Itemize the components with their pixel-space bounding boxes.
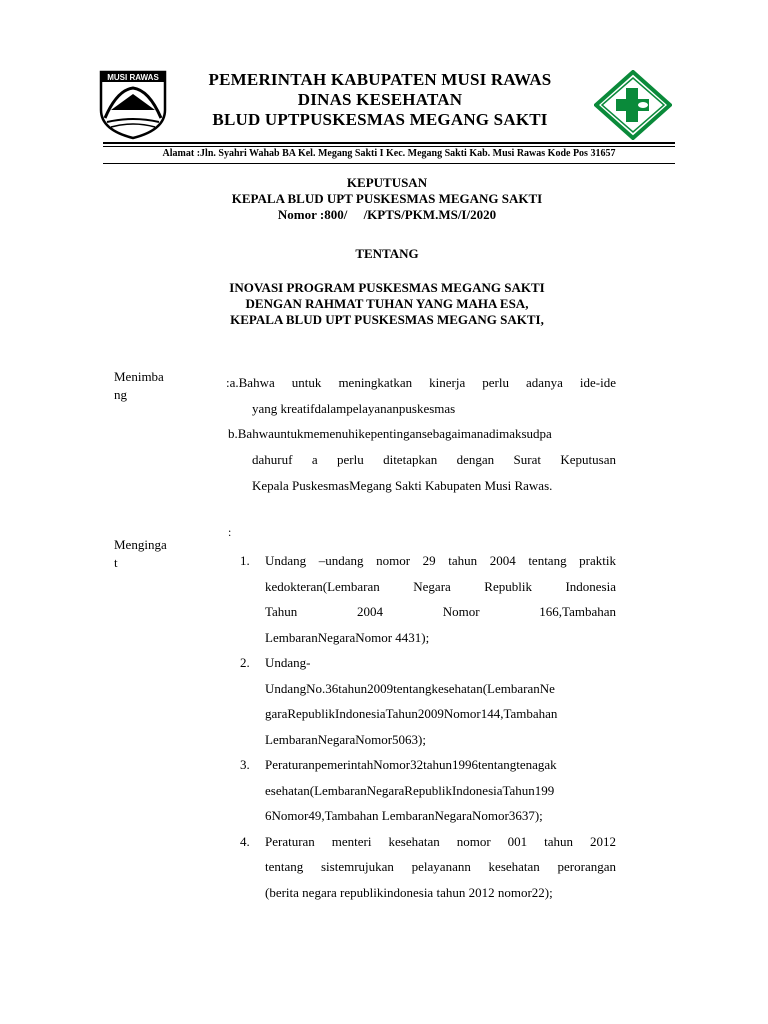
menimbang-point-b-cont: dahuruf a perlu ditetapkan dengan Surat Keputusan Kepala PuskesmasMegang Sakti Kabupaten Musi Rawas. <box>252 452 616 493</box>
letterhead-line-1: PEMERINTAH KABUPATEN MUSI RAWAS <box>208 70 552 89</box>
letterhead-title <box>180 70 580 130</box>
title-nomor: Nomor :800/ /KPTS/PKM.MS/I/2020 <box>277 207 497 222</box>
list-item: 3. PeraturanpemerintahNomor32tahun1996tentangtenagak esehatan(LembaranNegaraRepublikIndonesiaTahun199 6Nomor49,Tambahan LembaranNegaraNomor3637); <box>240 757 557 823</box>
address-rule <box>103 163 675 164</box>
decree-title-block <box>180 175 594 328</box>
title-rahmat: DENGAN RAHMAT TUHAN YANG MAHA ESA, <box>245 296 529 311</box>
menimbang-label: Menimba ng <box>114 369 164 402</box>
letterhead-line-3: BLUD UPTPUSKESMAS MEGANG SAKTI <box>212 110 548 129</box>
puskesmas-cross-logo-icon <box>594 70 672 140</box>
title-subject: INOVASI PROGRAM PUSKESMAS MEGANG SAKTI <box>229 280 545 295</box>
list-item: 2. Undang- UndangNo.36tahun2009tentangkesehatan(LembaranNe garaRepublikIndonesiaTahun2009Nomor144,Tambahan LembaranNegaraNomor5063); <box>240 655 558 747</box>
mengingat-colon: : <box>228 525 232 539</box>
menimbang-point-a-cont: yang kreatifdalampelayananpuskesmas <box>252 401 456 416</box>
letterhead-line-2: DINAS KESEHATAN <box>297 90 463 109</box>
emblem-label: MUSI RAWAS <box>107 73 159 82</box>
musi-rawas-emblem-icon <box>97 70 169 140</box>
letterhead-address: Alamat :Jln. Syahri Wahab BA Kel. Megang Sakti I Kec. Megang Sakti Kab. Musi Rawas Kode Pos 31657 <box>162 148 616 159</box>
title-tentang: TENTANG <box>355 246 419 261</box>
mengingat-label: Menginga t <box>114 537 167 570</box>
list-item: 1. Undang –undang nomor 29 tahun 2004 tentang praktik kedokteran(Lembaran Negara Republik Indonesia Tahun 2004 Nomor 166,Tambahan LembaranNegaraNomor 4431); <box>240 553 616 645</box>
title-keputusan: KEPUTUSAN <box>346 175 428 190</box>
menimbang-point-b: b.Bahwauntukmemenuhikepentingansebagaimanadimaksudpa <box>228 426 552 441</box>
title-kepala: KEPALA BLUD UPT PUSKESMAS MEGANG SAKTI <box>231 191 543 206</box>
title-kepala-2: KEPALA BLUD UPT PUSKESMAS MEGANG SAKTI, <box>230 312 544 327</box>
list-item: 4. Peraturan menteri kesehatan nomor 001 tahun 2012 tentang sistemrujukan pelayanann kesehatan perorangan (berita negara republikindonesia tahun 2012 nomor22); <box>240 833 616 900</box>
mengingat-list <box>240 548 616 905</box>
menimbang-point-a: :a.Bahwa untuk meningkatkan kinerja perlu adanya ide-ide <box>226 375 616 390</box>
letterhead-rule <box>103 142 675 144</box>
